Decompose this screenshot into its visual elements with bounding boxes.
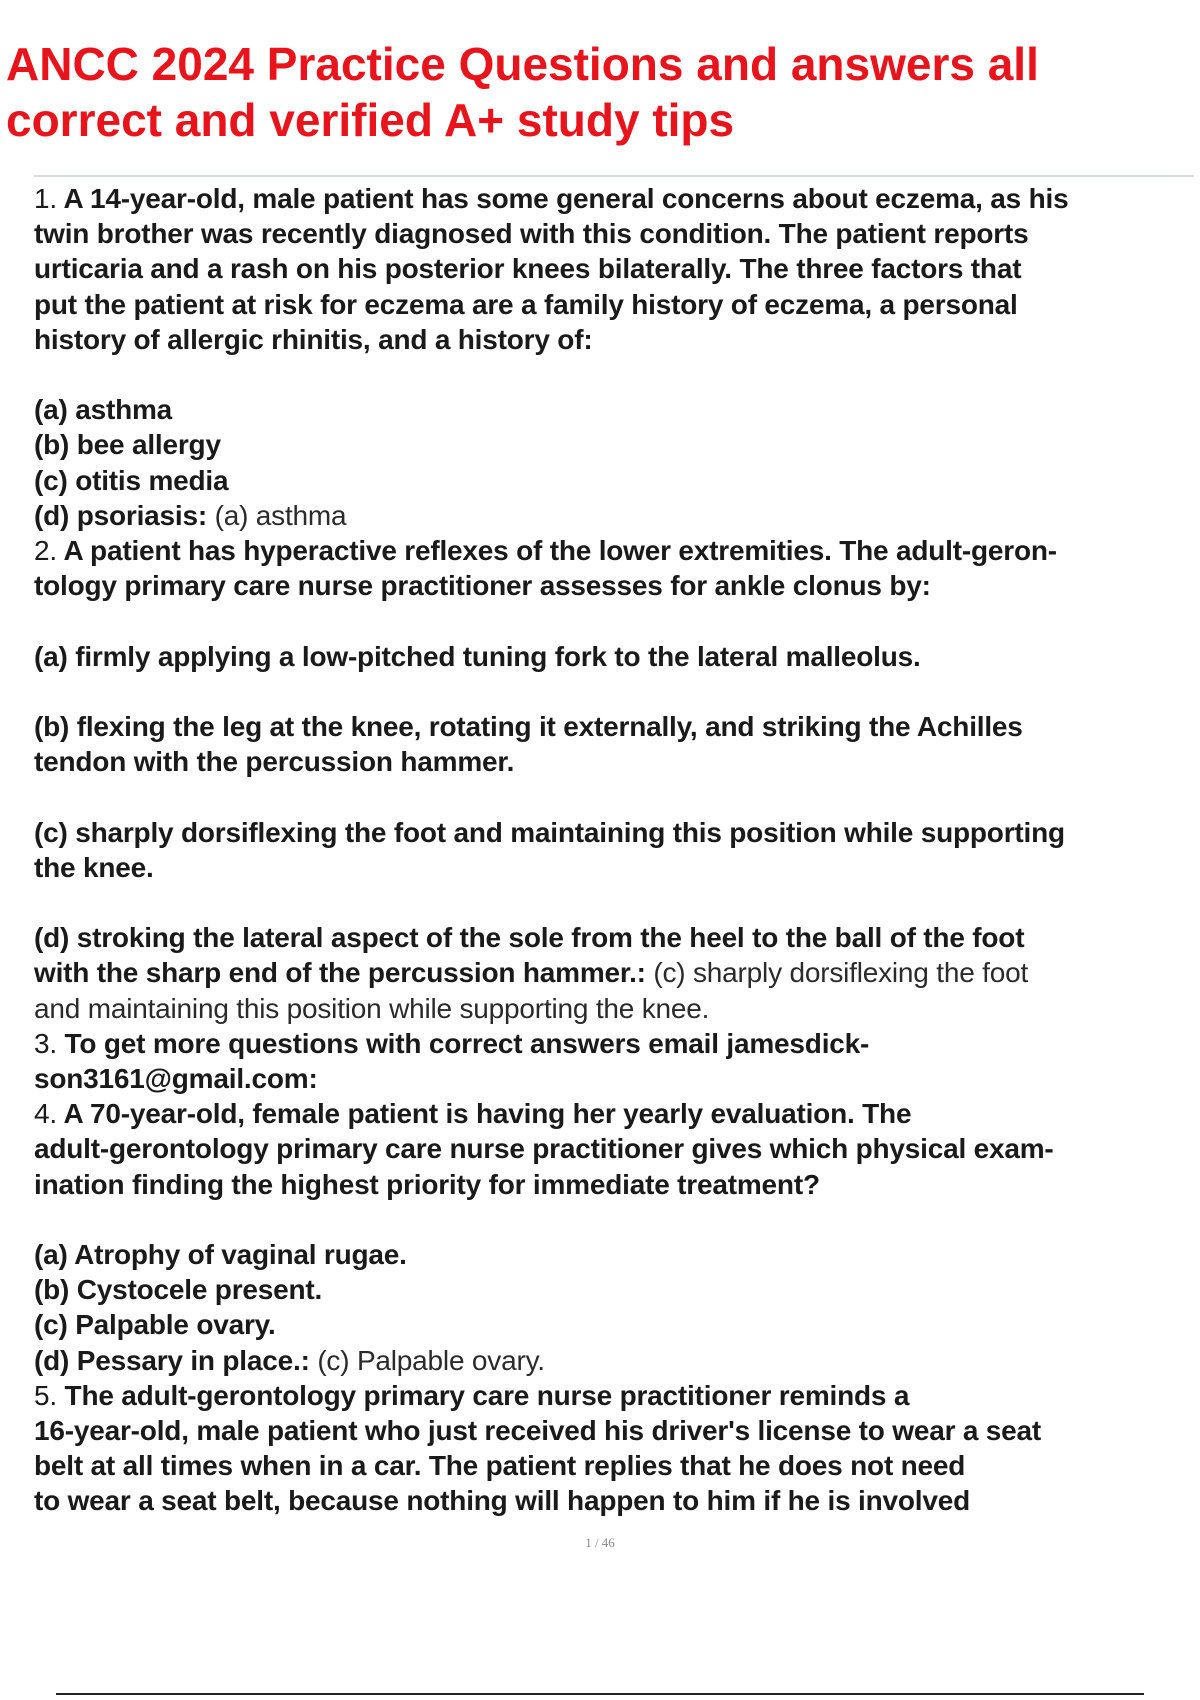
question-stem-line: history of allergic rhinitis, and a history of: (34, 323, 593, 355)
answer-option: (d) Pessary in place.: (34, 1344, 310, 1376)
title-divider (34, 175, 1194, 177)
question-stem-line: to wear a seat belt, because nothing will happen to him if he is involved (34, 1485, 971, 1517)
document-title (6, 36, 1186, 148)
question-3 (34, 1026, 1194, 1096)
answer-option: (d) stroking the lateral aspect of the sole from the heel to the ball of the foot (34, 922, 1025, 954)
question-number: 5. (34, 1379, 57, 1411)
question-5 (34, 1378, 1194, 1519)
question-number: 4. (34, 1098, 57, 1130)
question-stem-line: tology primary care nurse practitioner assesses for ankle clonus by: (34, 570, 931, 602)
question-stem-line: ination finding the highest priority for immediate treatment? (34, 1168, 820, 1200)
answer-option: (c) otitis media (34, 464, 229, 496)
answer-option-continued: tendon with the percussion hammer. (34, 746, 515, 778)
question-stem-line: put the patient at risk for eczema are a family history of eczema, a personal (34, 288, 1018, 320)
question-4 (34, 1096, 1194, 1378)
question-stem-line: A patient has hyperactive reflexes of the lower extremities. The adult-geron- (63, 535, 1057, 567)
correct-answer: (a) asthma (214, 499, 347, 531)
question-1 (34, 181, 1194, 533)
title-line-2: correct and verified A+ study tips (6, 94, 735, 146)
page-indicator: 1 / 46 (585, 1535, 615, 1550)
bottom-divider (56, 1693, 1144, 1695)
question-stem-line: A 70-year-old, female patient is having her yearly evaluation. The (63, 1098, 912, 1130)
question-stem-line: urticaria and a rash on his posterior knees bilaterally. The three factors that (34, 253, 1022, 285)
question-stem-line: belt at all times when in a car. The patient replies that he does not need (34, 1450, 966, 1482)
question-stem-line: The adult-gerontology primary care nurse practitioner reminds a (64, 1379, 910, 1411)
question-2 (34, 533, 1194, 1026)
question-stem-line: To get more questions with correct answers email jamesdick- (64, 1027, 870, 1059)
answer-option: (a) Atrophy of vaginal rugae. (34, 1239, 407, 1270)
answer-option: (a) firmly applying a low-pitched tuning fork to the lateral malleolus. (34, 640, 921, 672)
question-stem-line: adult-gerontology primary care nurse practitioner gives which physical exam- (34, 1133, 1054, 1165)
answer-option: (c) Palpable ovary. (34, 1309, 276, 1341)
correct-answer: (c) sharply dorsiflexing the foot (653, 957, 1029, 989)
question-stem-line: A 14-year-old, male patient has some general concerns about eczema, as his (63, 183, 1069, 214)
answer-option: (b) Cystocele present. (34, 1274, 323, 1306)
title-line-1: ANCC 2024 Practice Questions and answers all (6, 38, 1039, 90)
question-stem-line: twin brother was recently diagnosed with this condition. The patient reports (34, 218, 1029, 250)
question-number: 3. (34, 1027, 57, 1059)
correct-answer-continued: and maintaining this position while supporting the knee. (34, 992, 710, 1024)
question-stem-line: son3161@gmail.com: (34, 1063, 318, 1094)
answer-option-continued: with the sharp end of the percussion hammer.: (34, 957, 646, 989)
answer-option: (b) flexing the leg at the knee, rotating it externally, and striking the Achilles (34, 711, 1023, 742)
question-list (34, 181, 1194, 1519)
answer-option: (b) bee allergy (34, 429, 221, 461)
answer-option: (c) sharply dorsiflexing the foot and maintaining this position while supporting (34, 816, 1065, 848)
answer-option: (d) psoriasis: (34, 499, 208, 531)
question-stem-line: 16-year-old, male patient who just received his driver's license to wear a seat (34, 1415, 1042, 1447)
answer-option-continued: the knee. (34, 851, 154, 883)
correct-answer: (c) Palpable ovary. (317, 1344, 545, 1376)
question-number: 2. (34, 535, 57, 567)
question-number: 1. (34, 183, 57, 214)
answer-option: (a) asthma (34, 394, 173, 426)
